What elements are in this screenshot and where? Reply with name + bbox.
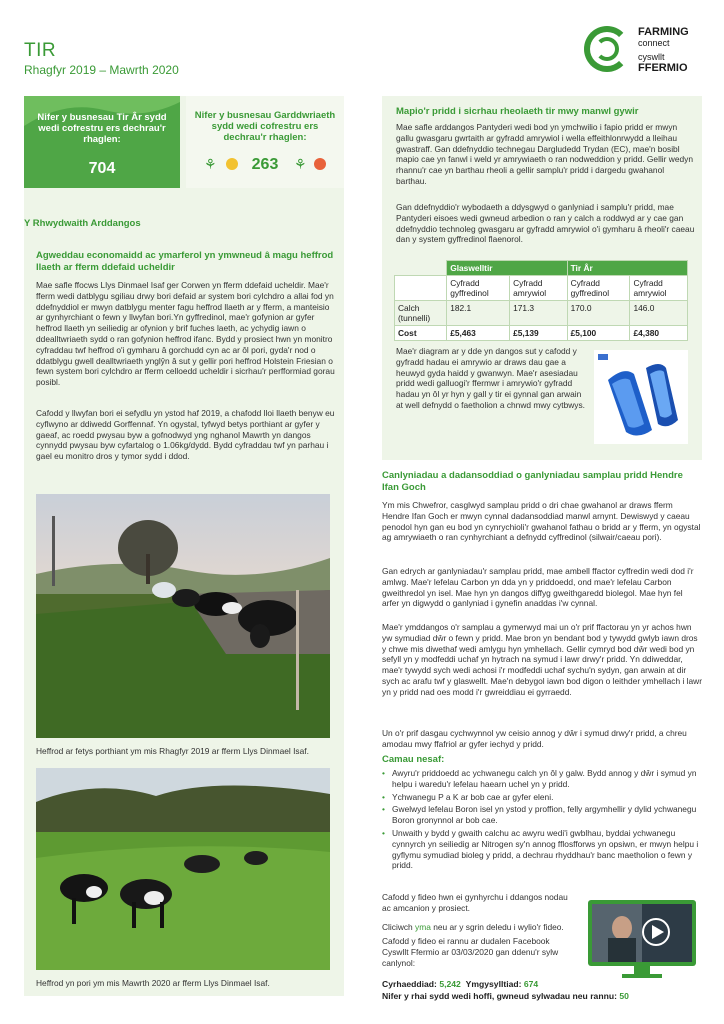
sprout-icon: ⚘ (294, 156, 307, 172)
arable-stat-value: 704 (88, 160, 116, 177)
logo-text-2: connect (638, 38, 670, 48)
logo-text-4: FFERMIO (638, 62, 688, 74)
article-title: Canlyniadau a dadansoddiad o ganlyniadau samplau pridd Hendre Ifan Goch (382, 470, 683, 493)
article-paragraph: Mae'r ymddangos o'r samplau a gymerwyd mai un o'r prif ffactorau yn yr achos hwn yw symudiad dŵr o fewn y pridd. Mae bron yn bendant bod y tywydd gwlyb iawn dros y chwe mis diwethaf wedi amlygu hyn ymhellach. Gellir cymryd bod dŵr wedi bod yn sefyll yn y modfeddi uchaf yn hytrach na symud i lawr drwy'r pridd. Yn ddiweddar, mae'r tywydd sych wedi achosi i'r modfeddi uchaf sychu'n sydyn, gan arwain at dir sych ac arafu twf y glaswellt. Mae'n debygol iawn bod digon o leithder ymhellach i lawr yn y pridd nad oes modd i'r gwreiddiau ei gyrraedd. (382, 622, 703, 697)
horticulture-stat-label: Nifer y busnesau Garddwriaeth sydd wedi cofrestru ers dechrau'r rhaglen: (194, 110, 336, 143)
section-heading: Y Rhwydwaith Arddangos (24, 218, 141, 229)
flower-icon (314, 158, 326, 170)
article-paragraph: Un o'r prif dasgau cychwynnol yw ceisio annog y dŵr i symud drwy'r pridd, a chreu amodau mwy ffafriol ar gyfer iechyd y pridd. (382, 728, 687, 749)
article-paragraph: Mae'r diagram ar y dde yn dangos sut y cafodd y gyfradd hadau ei amrywio ar draws dau gae a heuwyd gyda haidd y gwanwyn. Mae'r asesiadau pridd wedi galluogi'r ffermwr i amrywio'r gyfradd hadau yn ôl yr hyn y gall y tir ei gynnal gan arwain at well defnydd o faetholion a chnwd mwy cytbwys. (396, 346, 585, 410)
engagement-label: Ymgysylltiad: (465, 979, 524, 989)
logo-inner-ring-icon (595, 37, 619, 61)
arable-stat-label: Nifer y busnesau Tir Âr sydd wedi cofrestru ers dechrau'r rhaglen: (37, 112, 167, 145)
list-item: • Awyru'r priddoedd ac ychwanegu calch yn ôl y galw. Bydd annog y dŵr i symud yn helpu i waredu'r lefelau haearn uchel yn y pridd. (382, 768, 702, 790)
table-cell: £5,463 (447, 326, 510, 341)
table-cell: £5,139 (510, 326, 567, 341)
list-item: • Gwelwyd lefelau Boron isel yn ystod y proffion, felly argymhellir y dylid ychwanegu Boron gronynnol ar bob cae. (382, 804, 702, 826)
table-subheader: Cyfradd gyffredinol (567, 276, 630, 301)
table-row-label: Calch (tunnelli) (395, 301, 447, 326)
next-steps-heading: Camau nesaf: (382, 754, 445, 765)
photo-caption: Heffrod ar fetys porthiant ym mis Rhagfyr 2019 ar fferm Llys Dinmael Isaf. (36, 746, 309, 756)
social-stats-line (382, 991, 629, 1001)
lime-cost-table (394, 260, 688, 341)
next-steps-list (382, 768, 702, 873)
table-cell: 146.0 (630, 301, 688, 326)
article-paragraph: Mae safle ffocws Llys Dinmael Isaf ger Corwen yn fferm ddefaid ucheldir. Mae'r fferm wedi datblygu sgiliau drwy bori defaid ar system bori cylchdro a allai fod yn ddefnyddiol er mwyn datblygu menter fagu heffrod llaeth ar y fferm, a manteisio ar gynhyrchiant o fewn y llwyfan bori.Yn gyffredinol, mae'r gofynion ar gyfer heffrod llaeth yn seiliedig ar ofynion y brif fuches laeth, ac ychydig iawn o ddealltwriaeth sydd o ran gofynion heffrod ifanc. Bydd y prosiect hwn yn monitro cyfraddau twf heffrod o'i gymharu â gorchudd cyn ac ar ôl pori, gyda'r nod o ddatblygu gwell dealltwriaeth ynglŷn â sut y gellir pori heffrod Holstein Friesian o fewn system bori cylchdro ar fferm celloedd ucheldir i sicrhau'r perfformiad gorau posibl. (36, 280, 335, 388)
table-cell: 170.0 (567, 301, 630, 326)
video-link[interactable]: yma (415, 922, 431, 932)
heifers-beet-photo (36, 494, 330, 738)
photo-caption: Heffrod yn pori ym mis Mawrth 2020 ar fferm Llys Dinmael Isaf. (36, 978, 270, 988)
sprout-icon: ⚘ (204, 156, 217, 172)
heifers-grazing-photo (36, 768, 330, 970)
video-paragraph: Cafodd y fideo hwn ei gynhyrchu i ddangos nodau ac amcanion y prosiect. (382, 892, 568, 913)
reach-value: 5,242 (439, 979, 461, 989)
page-dates: Rhagfyr 2019 – Mawrth 2020 (24, 63, 179, 77)
logo-text-3: cyswllt (638, 52, 665, 62)
seed-rate-map-image (594, 350, 688, 444)
table-cell: £4,380 (630, 326, 688, 341)
video-link-suffix: neu ar y sgrin deledu i wylio'r fideo. (430, 922, 564, 932)
list-item: • Ychwanegu P a K ar bob cae ar gyfer eleni. (382, 792, 702, 803)
page-title: TIR (24, 40, 57, 61)
table-subheader: Cyfradd amrywiol (510, 276, 567, 301)
article-paragraph: Gan ddefnyddio'r wybodaeth a ddysgwyd o ganlyniad i samplu'r pridd, mae Pantyderi eisoes wedi gwneud arbedion o ran y calch a roddwyd ar y cae gan ddefnyddio technoleg gwasgaru ar gyfradd amrywiol o'i gymharu â rheoli'r caeau dan y system gyffredinol flaenorol. (396, 202, 695, 245)
arable-stat-box (24, 96, 180, 188)
likes-value: 50 (619, 991, 629, 1001)
table-cell: £5,100 (567, 326, 630, 341)
reach-label: Cyrhaeddiad: (382, 979, 440, 989)
table-corner (395, 261, 447, 276)
table-subheader: Cyfradd gyffredinol (447, 276, 510, 301)
list-item: • Unwaith y bydd y gwaith calchu ac awyru wedi'i gwblhau, byddai ychwanegu cynnyrch yn seiliedig ar Nitrogen sy'n annog fflosfforws yn opsiwn, er mwyn helpu i gyflymu symudiad bioleg y pridd, a dechrau rhyddhau'r banc maetholion o fewn y pridd. (382, 828, 702, 871)
horticulture-stat-value: 263 (251, 156, 279, 173)
table-group-header: Glaswelltir (447, 261, 567, 276)
video-link-prefix: Cliciwch (382, 922, 416, 932)
engagement-value: 674 (523, 979, 539, 989)
article-title: Mapio'r pridd i sicrhau rheolaeth tir mwy manwl gywir (396, 106, 639, 117)
table-cell: 171.3 (510, 301, 567, 326)
article-paragraph: Cafodd y llwyfan bori ei sefydlu yn ystod haf 2019, a chafodd lloi llaeth benyw eu cyflwyno ar ddiwedd Gorffennaf. Yn ogystal, tyfwyd betys porthiant ar gyfer y gaeaf, ac roedd pwysau byw a gofnodwyd yng nghanol Mawrth yn dangos cynnydd pwysau byw cyfartalog o 1.06kg/dydd. Bydd cyfraddau twf yn parhau i gael eu monitro dros y tymor sydd i ddod. (36, 408, 335, 462)
likes-label: Nifer y rhai sydd wedi hoffi, gwneud sylwadau neu rannu: (382, 991, 620, 1001)
video-player[interactable] (586, 898, 698, 982)
logo-text-1: FARMING (638, 26, 689, 38)
table-subheader: Cyfradd amrywiol (630, 276, 688, 301)
table-corner (395, 276, 447, 301)
horticulture-stat-box (186, 96, 344, 188)
article-title: Agweddau economaidd ac ymarferol yn ymwneud â magu heffrod llaeth ar fferm ddefaid ucheldir (36, 250, 334, 273)
farming-connect-logo (584, 24, 708, 80)
video-paragraph: Cafodd y fideo ei rannu ar dudalen Facebook Cyswllt Ffermio ar 03/03/2020 gan ddenu'r sylw canlynol: (382, 936, 559, 968)
video-link-paragraph (382, 922, 576, 933)
table-group-header: Tir Âr (567, 261, 687, 276)
article-paragraph: Gan edrych ar ganlyniadau'r samplau pridd, mae ambell ffactor cyffredin wedi dod i'r amlwg. Mae'r lefelau Carbon yn dda yn y priddoedd, ond mae'r lefelau Carbon gweithredol yn isel. Mae hyn yn dangos diffyg gweithgaredd biolegol. Mae hyn fel arfer yn digwydd o ganlyniad i gynefin anaddas i'w cynnal. (382, 566, 694, 609)
article-paragraph: Ym mis Chwefror, casglwyd samplau pridd o dri chae gwahanol ar draws fferm Hendre Ifan Goch er mwyn cynnal dadansoddiad manwl arnynt. Dewiswyd y caeau penodol hyn gan eu bod yn cynrychioli'r gwahanol fathau o bridd ar y fferm, yn ogystal ag amrywiaeth o ran cynhyrchiant a defnydd cyffredinol (silwair/caeau pori). (382, 500, 701, 543)
social-stats-line (382, 979, 538, 989)
article-paragraph: Mae safle arddangos Pantyderi wedi bod yn ymchwilio i fapio pridd er mwyn gallu gwasgaru gwrtaith ar gyfradd amrywiol i wella effeithlonrwydd a lleihau gwastraff. Gan ddefnyddio technegau Dargludedd Trydan (EC), mae'n bosibl mapio cae yn fanwl i weld yr amrywiaeth o ran nodweddion y pridd. Gellir wedyn rhannu'r cae yn barthau rheoli a gellir samplu'r pridd i dargedu gwahanol barthau. (396, 122, 693, 186)
table-row-label: Cost (395, 326, 447, 341)
table-cell: 182.1 (447, 301, 510, 326)
